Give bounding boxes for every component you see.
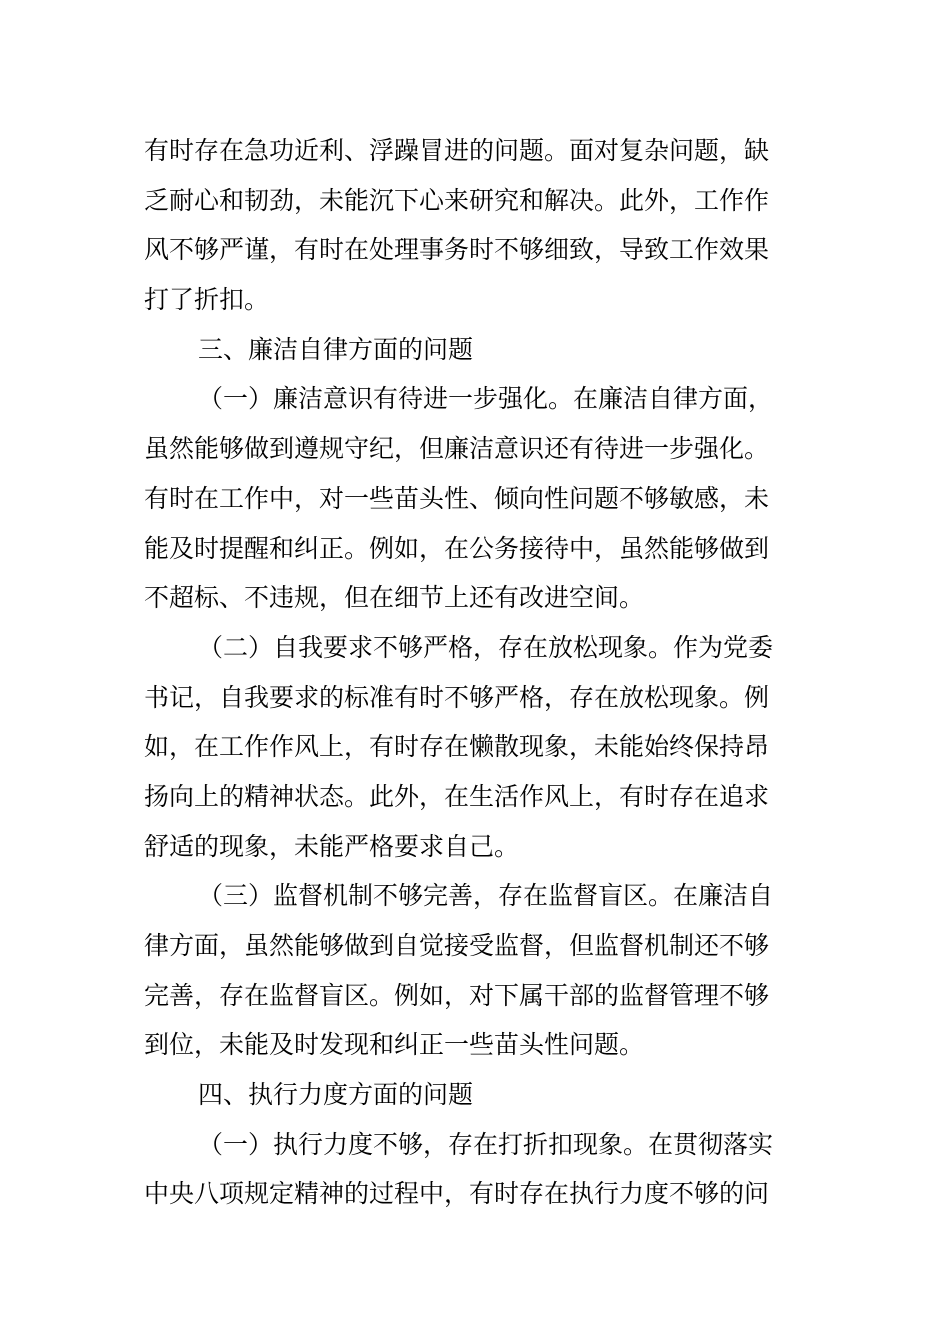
- body-line: 完善，存在监督盲区。例如，对下属干部的监督管理不够: [144, 980, 770, 1010]
- body-line: 有时在工作中，对一些苗头性、倾向性问题不够敏感，未: [144, 483, 770, 513]
- paragraph-first-line: （三）监督机制不够完善，存在监督盲区。在廉洁自: [198, 881, 774, 911]
- body-line: 风不够严谨，有时在处理事务时不够细致，导致工作效果: [144, 235, 770, 265]
- document-body: [144, 126, 808, 1219]
- body-line: 乏耐心和韧劲，未能沉下心来研究和解决。此外，工作作: [144, 185, 770, 215]
- body-line: 打了折扣。: [144, 285, 270, 315]
- paragraph-first-line: （一）执行力度不够，存在打折扣现象。在贯彻落实: [198, 1129, 774, 1159]
- body-line: 有时存在急功近利、浮躁冒进的问题。面对复杂问题，缺: [144, 136, 770, 165]
- body-line: 扬向上的精神状态。此外，在生活作风上，有时存在追求: [144, 781, 770, 811]
- section-heading: 四、执行力度方面的问题: [198, 1080, 474, 1110]
- body-line: 书记，自我要求的标准有时不够严格，存在放松现象。例: [144, 682, 770, 712]
- body-line: 不超标、不违规，但在细节上还有改进空间。: [144, 583, 645, 613]
- section-heading: 三、廉洁自律方面的问题: [198, 334, 474, 364]
- body-line: 能及时提醒和纠正。例如，在公务接待中，虽然能够做到: [144, 533, 770, 563]
- body-line: 虽然能够做到遵规守纪，但廉洁意识还有待进一步强化。: [144, 434, 770, 464]
- paragraph-first-line: （二）自我要求不够严格，存在放松现象。作为党委: [198, 632, 774, 662]
- body-line: 如，在工作作风上，有时存在懒散现象，未能始终保持昂: [144, 732, 770, 762]
- body-line: 中央八项规定精神的过程中，有时存在执行力度不够的问: [144, 1179, 770, 1209]
- body-line: 到位，未能及时发现和纠正一些苗头性问题。: [144, 1030, 645, 1060]
- body-line: 律方面，虽然能够做到自觉接受监督，但监督机制还不够: [144, 931, 770, 960]
- paragraph-first-line: （一）廉洁意识有待进一步强化。在廉洁自律方面，: [198, 384, 774, 414]
- body-line: 舒适的现象，未能严格要求自己。: [144, 831, 520, 861]
